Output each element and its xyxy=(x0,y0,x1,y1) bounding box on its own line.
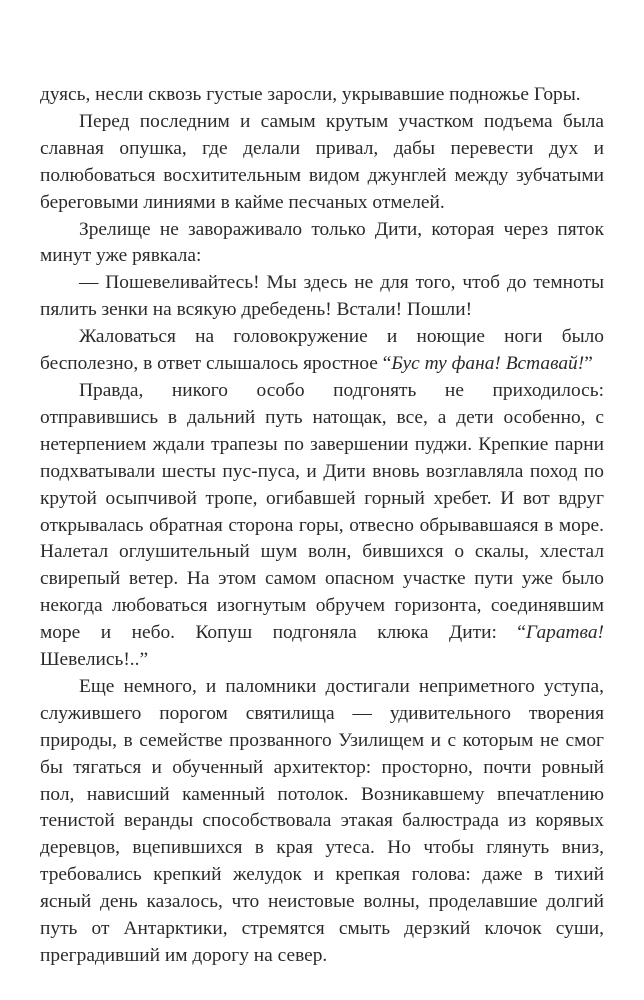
paragraph-text: Правда, никого особо подгонять не приходилось: отправившись в дальний путь натощак, все, а дети особенно, с нетерпением ждали трапезы по завершении пуджи. Крепкие парни подхватывали шесты пус-пуса, и Дити вновь возглавляла поход по крутой осыпчивой тропе, огибавшей горный хребет. И вот вдруг открывалась обратная сторона горы, отвесно обрывавшаяся в море. Налетал оглушительный шум волн, бившихся о скалы, хлестал свирепый ветер. На этом самом опасном участке пути уже было некогда любоваться изогнутым обручем горизонта, соединявшим море и небо. Копуш подгоняла клюка Дити: “ xyxy=(40,379,604,644)
paragraph-text: Шевелись!..” xyxy=(40,649,149,671)
italic-phrase: Гаратва! xyxy=(525,622,604,644)
paragraph-7 xyxy=(40,674,604,970)
paragraph-text: Зрелище не завораживало только Дити, которая через пяток минут уже рявкала: xyxy=(40,218,604,267)
book-page-body xyxy=(40,82,604,970)
paragraph-text: ” xyxy=(584,353,593,375)
paragraph-text: Жаловаться на головокружение и ноющие ноги было бесполезно, в ответ слышалось яростное “ xyxy=(40,326,604,375)
paragraph-3 xyxy=(40,217,604,271)
paragraph-text: Перед последним и самым крутым участком подъема была славная опушка, где делали привал, дабы перевести дух и полюбоваться восхитительным видом джунглей между зубчатыми береговыми линиями в кайме песчаных отмелей. xyxy=(40,110,604,213)
paragraph-text: Еще немного, и паломники достигали неприметного уступа, служившего порогом святилища — удивительного творения природы, в семействе прозванного Узилищем и с которым не смог бы тягаться и обученный архитектор: просторно, почти ровный пол, нависший каменный потолок. Возникавшему впечатлению тенистой веранды способствовала этакая балюстрада из корявых деревцов, вцепившихся в края утеса. Но чтобы глянуть вниз, требовались крепкий желудок и крепкая голова: даже в тихий ясный день казалось, что неистовые волны, проделавшие долгий путь от Антарктики, стремятся смыть дерзкий клочок суши, преградивший им дорогу на север. xyxy=(40,675,604,966)
paragraph-5 xyxy=(40,324,604,378)
italic-phrase: Бус ту фана! Вставай! xyxy=(391,353,585,375)
paragraph-text: — Пошевеливайтесь! Мы здесь не для того, чтоб до темноты пялить зенки на всякую дребедень! Встали! Пошли! xyxy=(40,272,604,321)
paragraph-6 xyxy=(40,378,604,674)
paragraph-2 xyxy=(40,109,604,217)
paragraph-text: дуясь, несли сквозь густые заросли, укрывавшие подножье Горы. xyxy=(40,84,581,105)
paragraph-4-dialogue xyxy=(40,270,604,324)
paragraph-1 xyxy=(40,82,604,109)
